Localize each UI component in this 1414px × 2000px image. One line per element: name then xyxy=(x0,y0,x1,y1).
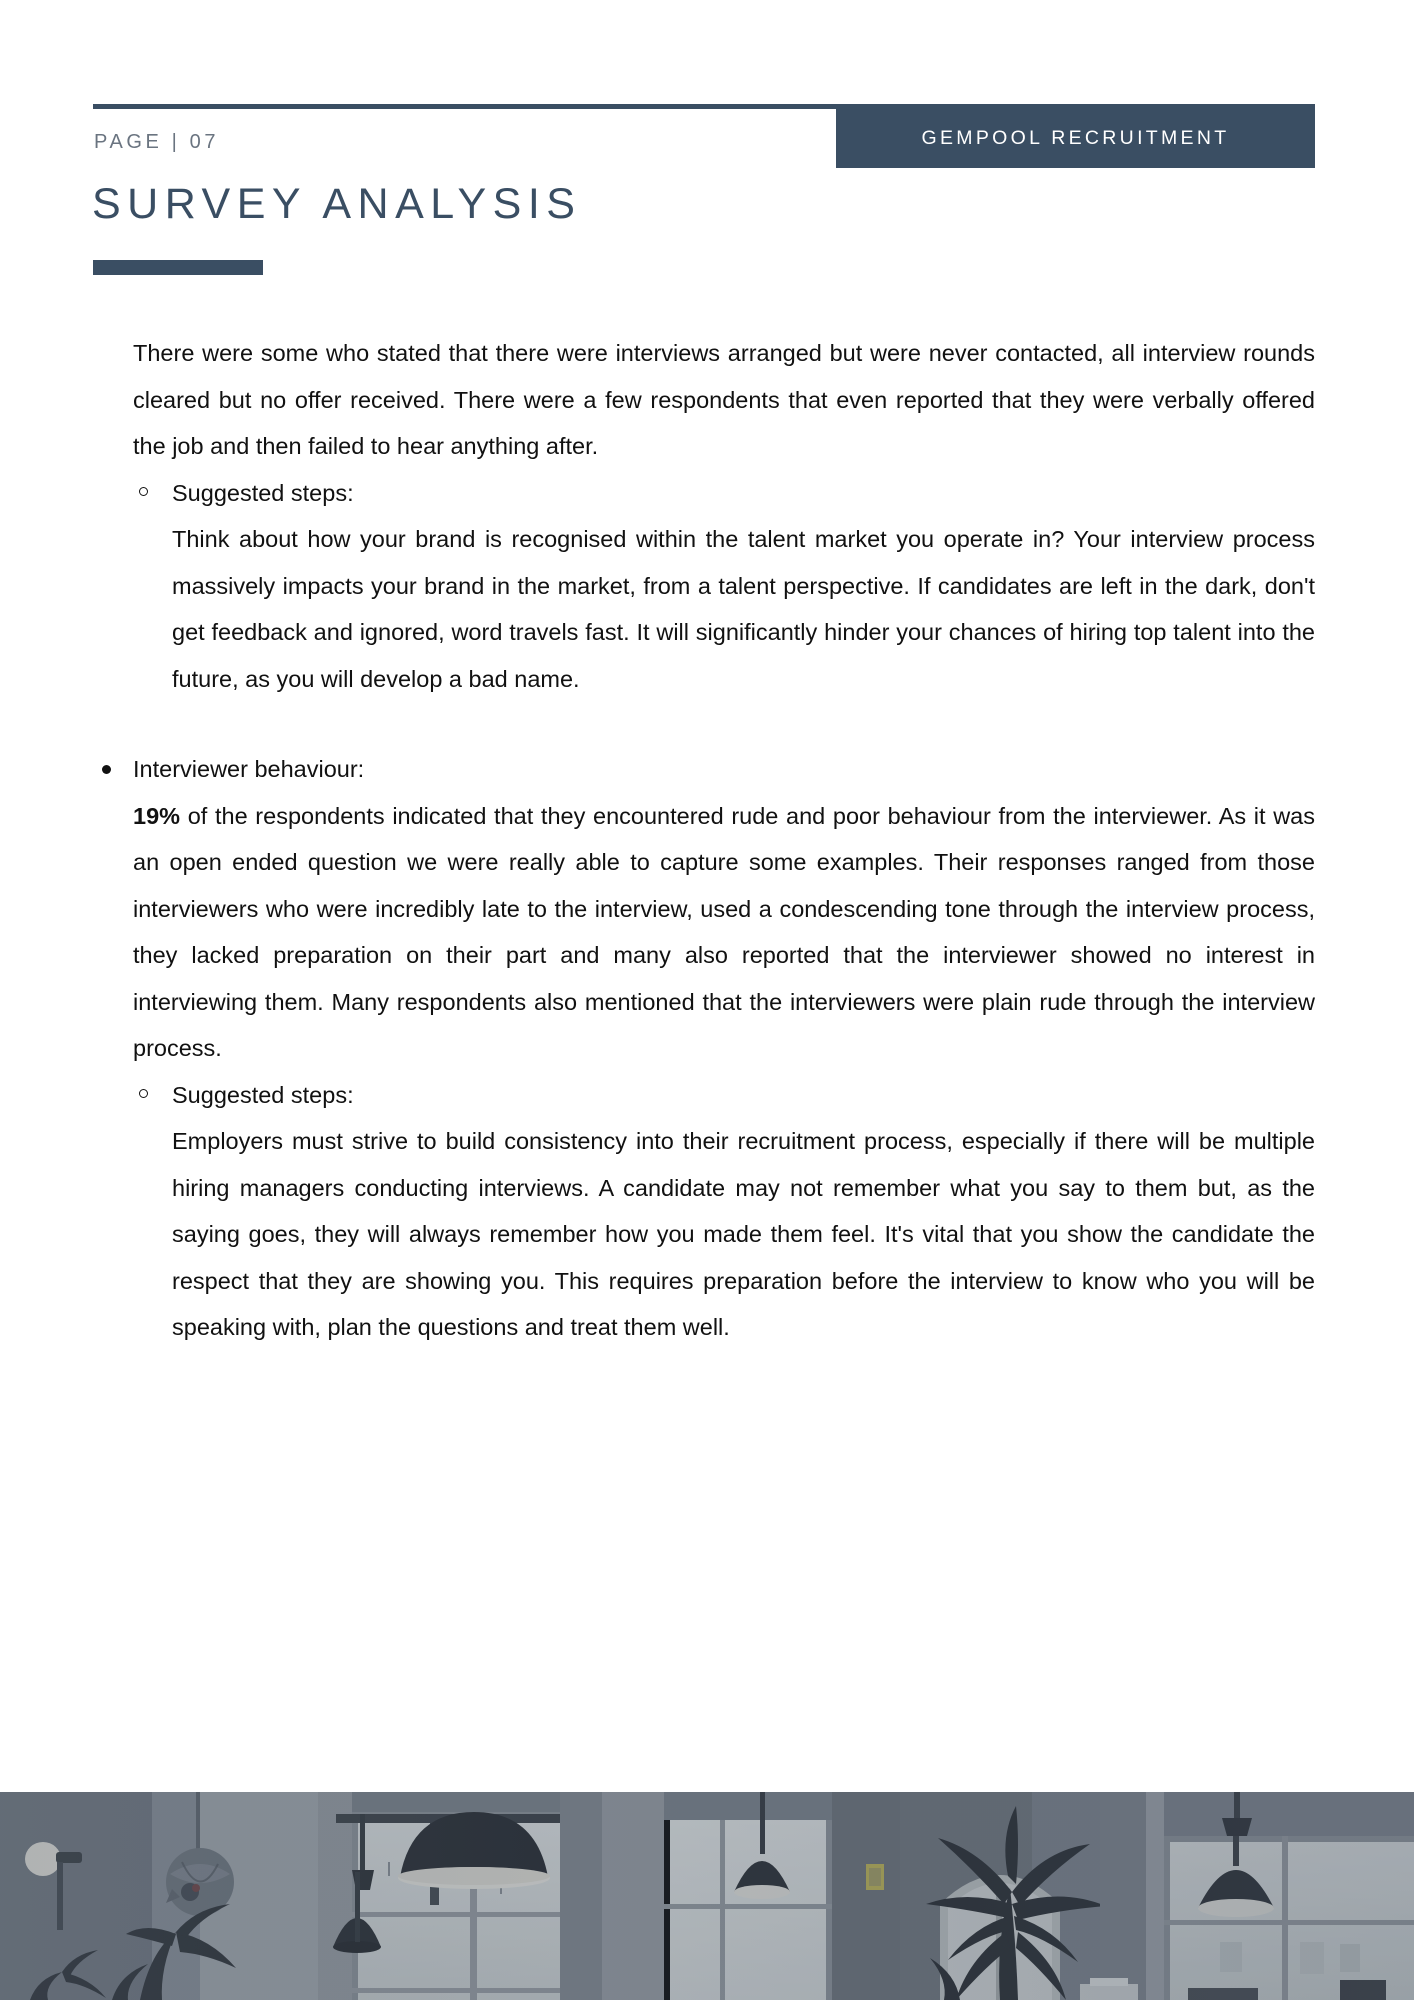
stat-paragraph-rest: of the respondents indicated that they encountered rude and poor behaviour from the interviewer. As it was an open ended question we were really able to capture some examples. Their responses ranged from those interviewers who were incredibly late to the interview, used a condescending tone through the interview process, they lacked preparation on their part and many also reported that the interviewer showed no interest in interviewing them. Many respondents also mentioned that the interviewers were plain rude through the interview process. xyxy=(133,802,1315,1061)
title-underline-accent xyxy=(93,260,263,275)
suggested-steps-label: Suggested steps: xyxy=(172,479,354,506)
page-header xyxy=(0,0,1414,290)
suggested-steps-text-1: Think about how your brand is recognised within the talent market you operate in? Your interview process massively impacts your brand in the market, from a talent perspective. If candidates are left in the dark, don't get feedback and ignored, word travels fast. It will significantly hinder your chances of hiring top talent into the future, as you will develop a bad name. xyxy=(172,526,1315,692)
intro-paragraph: There were some who stated that there were interviews arranged but were never contacted, all interview rounds cleared but no offer received. There were a few respondents that even reported that they were verbally offered the job and then failed to hear anything after. xyxy=(133,340,1315,459)
suggested-steps-text-2: Employers must strive to build consistency into their recruitment process, especially if there will be multiple hiring managers conducting interviews. A candidate may not remember what you say to them but, as the saying goes, they will always remember how you made them feel. It's vital that you show the candidate the respect that they are showing you. This requires preparation before the interview to know who you will be speaking with, plan the questions and treat them well. xyxy=(172,1128,1315,1340)
list-item-suggested-steps-2 xyxy=(172,1072,1315,1119)
section-spacer xyxy=(0,702,1414,746)
stat-paragraph xyxy=(133,793,1315,1072)
main-content xyxy=(0,330,1414,1351)
stat-value: 19% xyxy=(133,802,181,829)
brand-name: GEMPOOL RECRUITMENT xyxy=(921,126,1230,149)
page-number: PAGE | 07 xyxy=(94,131,220,153)
hollow-bullet-icon xyxy=(139,1089,148,1098)
brand-banner xyxy=(836,108,1315,168)
list-item-suggested-steps-1 xyxy=(172,470,1315,517)
solid-bullet-icon xyxy=(102,765,111,774)
footer-photo xyxy=(0,1792,1414,2000)
hollow-bullet-icon xyxy=(139,487,148,496)
suggested-steps-label: Suggested steps: xyxy=(172,1081,354,1108)
page-title: SURVEY ANALYSIS xyxy=(92,180,582,228)
list-item-interviewer-behaviour xyxy=(133,746,1315,793)
section-heading: Interviewer behaviour: xyxy=(133,756,365,782)
office-interior-illustration xyxy=(0,1792,1414,2000)
